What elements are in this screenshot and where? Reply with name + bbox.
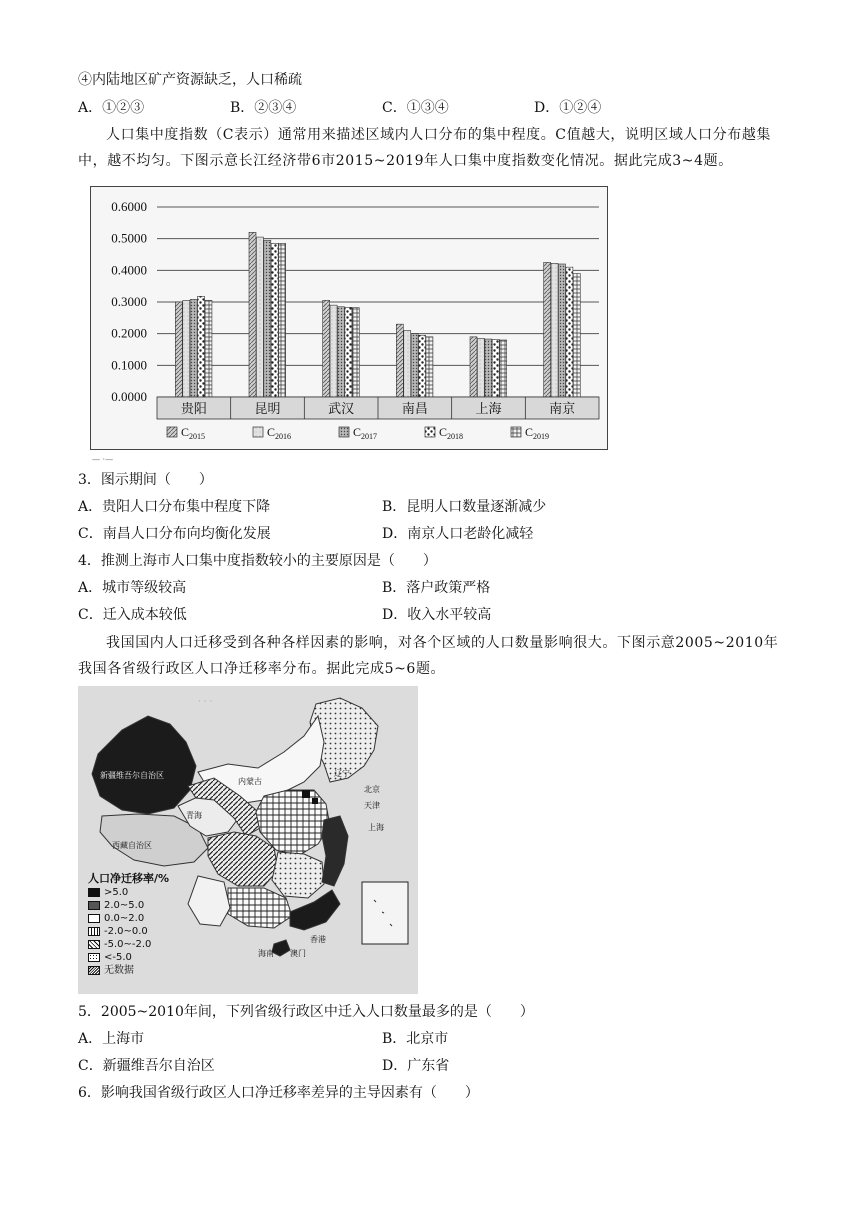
legend-item: 无数据 xyxy=(88,964,169,977)
bar-南京-C2019 xyxy=(573,274,580,398)
q5-option-b: B．北京市 xyxy=(382,1031,449,1047)
x-tick-label: 南昌 xyxy=(401,402,428,417)
legend-swatch xyxy=(511,427,521,437)
legend-swatch xyxy=(339,427,349,437)
bar-贵阳-C2016 xyxy=(183,300,190,397)
bar-南京-C2017 xyxy=(558,264,565,397)
q3-stem: 3．图示期间（ ） xyxy=(78,472,213,488)
y-tick-label: 0.1000 xyxy=(111,357,147,373)
legend-label: $C_{2015}$ xyxy=(181,425,206,441)
legend-swatch-dots xyxy=(88,953,100,962)
q3-option-a: A．贵阳人口分布集中程度下降 xyxy=(78,499,271,515)
population-concentration-chart xyxy=(90,186,608,450)
legend-item: -2.0~0.0 xyxy=(88,925,169,938)
y-tick-label: 0.5000 xyxy=(111,230,147,246)
x-tick-label: 上海 xyxy=(475,402,502,417)
label-hainan: 海南 xyxy=(258,949,274,958)
y-tick-label: 0.0000 xyxy=(111,389,147,404)
q5-stem: 5．2005~2010年间，下列省级行政区中迁入人口数量最多的是（ ） xyxy=(78,1004,534,1020)
q3-option-c: C．南昌人口分布向均衡化发展 xyxy=(78,526,271,542)
legend-item: 2.0~5.0 xyxy=(88,899,169,912)
intro-questions-3-4: 人口集中度指数（C表示）通常用来描述区域内人口分布的集中程度。C值越大，说明区域人口分布越集中，越不均匀。下图示意长江经济带6市2015~2019年人口集中度指数变化情况。据此完成3~4题。 xyxy=(78,127,772,169)
bar-上海-C2015 xyxy=(470,337,477,397)
bar-昆明-C2015 xyxy=(249,232,256,397)
legend-swatch xyxy=(167,427,177,437)
label-tianjin: 天津 xyxy=(364,801,380,810)
bleed-text: · · · xyxy=(198,697,213,707)
q3-option-b: B．昆明人口数量逐渐减少 xyxy=(382,499,547,515)
bar-昆明-C2018 xyxy=(271,243,278,397)
y-tick-label: 0.3000 xyxy=(111,294,147,309)
bar-昆明-C2016 xyxy=(256,237,263,397)
q2-option-d: D．①②④ xyxy=(534,100,602,116)
label-macau: 澳门 xyxy=(290,949,306,958)
bar-贵阳-C2015 xyxy=(175,302,182,397)
intro-questions-5-6: 我国国内人口迁移受到各种各样因素的影响，对各个区域的人口数量影响很大。下图示意2005~2010年我国各省级行政区人口净迁移率分布。据此完成5~6题。 xyxy=(78,635,779,677)
bar-昆明-C2017 xyxy=(264,240,271,397)
beijing-marker xyxy=(302,790,310,798)
legend-label: $C_{2016}$ xyxy=(267,425,292,441)
bar-上海-C2016 xyxy=(477,338,484,397)
label-tibet: 西藏自治区 xyxy=(112,841,152,850)
q2-option-c: C．①③④ xyxy=(382,100,449,116)
legend-swatch-no-data xyxy=(88,966,100,975)
legend-label: $C_{2018}$ xyxy=(439,425,464,441)
bar-南昌-C2019 xyxy=(426,337,433,397)
middle-yangtze-provinces xyxy=(272,852,324,898)
china-migration-map xyxy=(78,686,418,994)
x-tick-label: 昆明 xyxy=(254,402,281,417)
bar-南昌-C2015 xyxy=(396,324,403,397)
bar-武汉-C2018 xyxy=(345,307,352,397)
legend-item: <-5.0 xyxy=(88,951,169,964)
label-shanghai: 上海 xyxy=(368,823,384,832)
bar-武汉-C2016 xyxy=(330,305,337,397)
bar-南京-C2016 xyxy=(551,263,558,397)
label-liaoning: 辽宁 xyxy=(334,769,350,778)
south-china-sea-inset xyxy=(362,882,408,944)
label-hongkong: 香港 xyxy=(310,935,326,944)
bar-昆明-C2019 xyxy=(279,243,286,397)
bar-南京-C2015 xyxy=(544,262,551,397)
y-tick-label: 0.2000 xyxy=(111,325,147,341)
q3-option-d: D．南京人口老龄化减轻 xyxy=(382,526,534,542)
q2-option-b: B．②③④ xyxy=(230,100,297,116)
bar-武汉-C2019 xyxy=(352,308,359,397)
map-legend-title: 人口净迁移率/% xyxy=(88,872,170,885)
q6-stem: 6．影响我国省级行政区人口净迁移率差异的主导因素有（ ） xyxy=(78,1085,479,1101)
label-inner-mongolia: 内蒙古 xyxy=(238,777,262,786)
bar-贵阳-C2018 xyxy=(198,296,205,397)
legend-item: >5.0 xyxy=(88,886,169,899)
legend-swatch xyxy=(253,427,263,437)
bar-武汉-C2017 xyxy=(337,307,344,397)
label-qinghai: 青海 xyxy=(186,811,202,820)
yunnan-region xyxy=(188,876,230,926)
xinjiang-region xyxy=(92,716,196,814)
label-xinjiang: 新疆维吾尔自治区 xyxy=(100,771,164,780)
legend-swatch xyxy=(425,427,435,437)
legend-label: $C_{2017}$ xyxy=(353,425,378,441)
tianjin-marker xyxy=(312,798,318,804)
q5-option-c: C．新疆维吾尔自治区 xyxy=(78,1058,215,1074)
map-legend xyxy=(88,872,169,977)
legend-swatch-black xyxy=(88,888,100,897)
y-tick-label: 0.4000 xyxy=(111,262,147,278)
q2-option-a: A．①②③ xyxy=(78,100,145,116)
label-beijing: 北京 xyxy=(364,785,380,794)
bar-上海-C2017 xyxy=(485,339,492,397)
bar-贵阳-C2017 xyxy=(190,299,197,397)
bar-南昌-C2016 xyxy=(404,331,411,398)
legend-swatch-grid xyxy=(88,927,100,936)
q4-option-d: D．收入水平较高 xyxy=(382,607,492,623)
q4-stem: 4．推测上海市人口集中度指数较小的主要原因是（ ） xyxy=(78,553,437,569)
bar-南昌-C2018 xyxy=(419,335,426,397)
bar-南京-C2018 xyxy=(566,267,573,397)
q2-option-4-statement: ④内陆地区矿产资源缺乏，人口稀疏 xyxy=(78,72,302,88)
legend-swatch-white xyxy=(88,914,100,923)
legend-label: $C_{2019}$ xyxy=(525,425,550,441)
bar-上海-C2018 xyxy=(492,339,499,397)
q5-option-d: D．广东省 xyxy=(382,1058,450,1074)
bar-上海-C2019 xyxy=(500,340,507,397)
hainan-region xyxy=(272,940,290,956)
x-tick-label: 武汉 xyxy=(328,402,355,417)
y-tick-label: 0.6000 xyxy=(111,199,147,214)
q5-option-a: A．上海市 xyxy=(78,1031,145,1047)
legend-swatch-dark xyxy=(88,901,100,910)
legend-item: 0.0~2.0 xyxy=(88,912,169,925)
x-tick-label: 贵阳 xyxy=(180,402,207,417)
legend-item: -5.0~-2.0 xyxy=(88,938,169,951)
legend-swatch-diagonal xyxy=(88,940,100,949)
bar-贵阳-C2019 xyxy=(205,300,212,397)
bar-武汉-C2015 xyxy=(323,300,330,397)
q4-option-a: A．城市等级较高 xyxy=(78,580,187,596)
scan-mark: — ·— xyxy=(92,455,114,464)
q4-option-c: C．迁入成本较低 xyxy=(78,607,187,623)
x-tick-label: 南京 xyxy=(549,402,576,417)
eastern-coast-region xyxy=(322,816,348,886)
q4-option-b: B．落户政策严格 xyxy=(382,580,491,596)
bar-南昌-C2017 xyxy=(411,334,418,397)
chart-svg xyxy=(91,187,607,449)
